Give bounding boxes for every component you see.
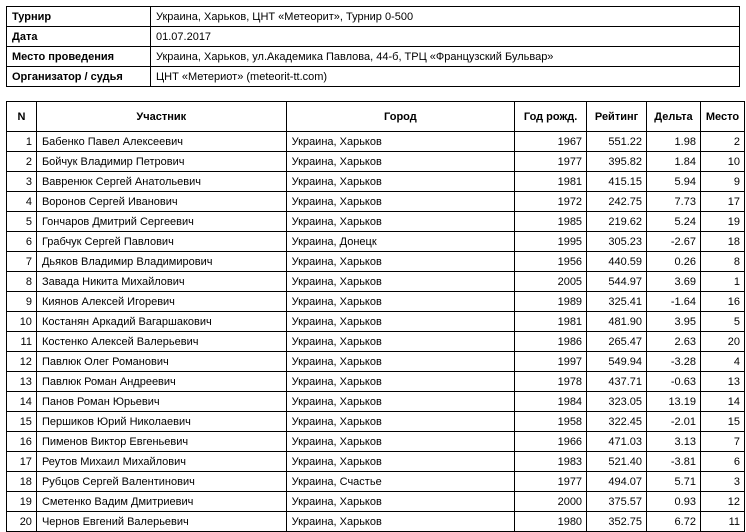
info-value: 01.07.2017 — [151, 27, 740, 47]
cell-delta: 3.13 — [647, 432, 701, 452]
cell-delta: 5.71 — [647, 472, 701, 492]
cell-birth-year: 1956 — [515, 252, 587, 272]
cell-city: Украина, Харьков — [286, 312, 514, 332]
info-value: ЦНТ «Метериот» (meteorit-tt.com) — [151, 67, 740, 87]
table-row — [7, 212, 745, 232]
cell-number: 4 — [7, 192, 37, 212]
table-row — [7, 472, 745, 492]
cell-delta: -1.64 — [647, 292, 701, 312]
cell-city: Украина, Харьков — [286, 352, 514, 372]
cell-city: Украина, Харьков — [286, 412, 514, 432]
cell-delta: 0.26 — [647, 252, 701, 272]
cell-rating: 551.22 — [587, 132, 647, 152]
table-row — [7, 172, 745, 192]
cell-birth-year: 1985 — [515, 212, 587, 232]
cell-city: Украина, Харьков — [286, 252, 514, 272]
cell-birth-year: 1977 — [515, 152, 587, 172]
table-row — [7, 332, 745, 352]
table-row — [7, 452, 745, 472]
cell-participant: Бабенко Павел Алексеевич — [36, 132, 286, 152]
results-body — [7, 132, 745, 532]
results-header-row — [7, 102, 745, 132]
cell-number: 15 — [7, 412, 37, 432]
cell-birth-year: 2005 — [515, 272, 587, 292]
table-row — [7, 392, 745, 412]
table-row — [7, 272, 745, 292]
cell-number: 19 — [7, 492, 37, 512]
cell-birth-year: 1980 — [515, 512, 587, 532]
info-row — [7, 7, 740, 27]
cell-rating: 325.41 — [587, 292, 647, 312]
cell-city: Украина, Харьков — [286, 392, 514, 412]
cell-birth-year: 1958 — [515, 412, 587, 432]
cell-birth-year: 1984 — [515, 392, 587, 412]
tournament-info-table — [6, 6, 740, 87]
cell-rating: 440.59 — [587, 252, 647, 272]
cell-number: 3 — [7, 172, 37, 192]
cell-participant: Сметенко Вадим Дмитриевич — [36, 492, 286, 512]
cell-participant: Дьяков Владимир Владимирович — [36, 252, 286, 272]
cell-place: 8 — [700, 252, 744, 272]
cell-place: 3 — [700, 472, 744, 492]
cell-birth-year: 1977 — [515, 472, 587, 492]
cell-participant: Гончаров Дмитрий Сергеевич — [36, 212, 286, 232]
cell-place: 16 — [700, 292, 744, 312]
info-label: Организатор / судья — [7, 67, 151, 87]
cell-delta: 0.93 — [647, 492, 701, 512]
cell-place: 9 — [700, 172, 744, 192]
cell-participant: Грабчук Сергей Павлович — [36, 232, 286, 252]
cell-rating: 375.57 — [587, 492, 647, 512]
cell-number: 16 — [7, 432, 37, 452]
cell-number: 12 — [7, 352, 37, 372]
cell-delta: 2.63 — [647, 332, 701, 352]
table-row — [7, 512, 745, 532]
info-label: Дата — [7, 27, 151, 47]
cell-city: Украина, Харьков — [286, 172, 514, 192]
cell-delta: 5.94 — [647, 172, 701, 192]
cell-participant: Киянов Алексей Игоревич — [36, 292, 286, 312]
table-row — [7, 412, 745, 432]
table-row — [7, 192, 745, 212]
cell-delta: -3.28 — [647, 352, 701, 372]
cell-birth-year: 1986 — [515, 332, 587, 352]
cell-number: 11 — [7, 332, 37, 352]
cell-place: 4 — [700, 352, 744, 372]
cell-place: 18 — [700, 232, 744, 252]
cell-rating: 521.40 — [587, 452, 647, 472]
table-row — [7, 252, 745, 272]
cell-rating: 415.15 — [587, 172, 647, 192]
cell-place: 1 — [700, 272, 744, 292]
cell-city: Украина, Харьков — [286, 132, 514, 152]
cell-place: 11 — [700, 512, 744, 532]
cell-birth-year: 2000 — [515, 492, 587, 512]
cell-birth-year: 1981 — [515, 312, 587, 332]
cell-rating: 242.75 — [587, 192, 647, 212]
header-participant: Участник — [36, 102, 286, 132]
cell-city: Украина, Донецк — [286, 232, 514, 252]
cell-city: Украина, Счастье — [286, 472, 514, 492]
cell-city: Украина, Харьков — [286, 212, 514, 232]
cell-place: 6 — [700, 452, 744, 472]
cell-participant: Вавренюк Сергей Анатольевич — [36, 172, 286, 192]
cell-delta: 7.73 — [647, 192, 701, 212]
cell-birth-year: 1995 — [515, 232, 587, 252]
cell-number: 13 — [7, 372, 37, 392]
cell-participant: Костенко Алексей Валерьевич — [36, 332, 286, 352]
cell-participant: Першиков Юрий Николаевич — [36, 412, 286, 432]
cell-rating: 481.90 — [587, 312, 647, 332]
info-row — [7, 47, 740, 67]
cell-delta: -2.67 — [647, 232, 701, 252]
cell-participant: Чернов Евгений Валерьевич — [36, 512, 286, 532]
cell-city: Украина, Харьков — [286, 192, 514, 212]
header-rating: Рейтинг — [587, 102, 647, 132]
cell-city: Украина, Харьков — [286, 512, 514, 532]
cell-number: 18 — [7, 472, 37, 492]
cell-rating: 305.23 — [587, 232, 647, 252]
cell-number: 6 — [7, 232, 37, 252]
cell-city: Украина, Харьков — [286, 272, 514, 292]
cell-place: 5 — [700, 312, 744, 332]
cell-number: 5 — [7, 212, 37, 232]
cell-rating: 323.05 — [587, 392, 647, 412]
cell-participant: Бойчук Владимир Петрович — [36, 152, 286, 172]
cell-delta: 1.84 — [647, 152, 701, 172]
table-row — [7, 492, 745, 512]
cell-birth-year: 1966 — [515, 432, 587, 452]
table-row — [7, 132, 745, 152]
cell-participant: Завада Никита Михайлович — [36, 272, 286, 292]
table-row — [7, 432, 745, 452]
info-label: Место проведения — [7, 47, 151, 67]
cell-number: 1 — [7, 132, 37, 152]
cell-number: 9 — [7, 292, 37, 312]
header-delta: Дельта — [647, 102, 701, 132]
cell-number: 17 — [7, 452, 37, 472]
cell-place: 2 — [700, 132, 744, 152]
cell-number: 20 — [7, 512, 37, 532]
table-row — [7, 232, 745, 252]
cell-rating: 437.71 — [587, 372, 647, 392]
cell-city: Украина, Харьков — [286, 452, 514, 472]
cell-birth-year: 1989 — [515, 292, 587, 312]
cell-participant: Панов Роман Юрьевич — [36, 392, 286, 412]
cell-city: Украина, Харьков — [286, 372, 514, 392]
table-row — [7, 352, 745, 372]
cell-place: 17 — [700, 192, 744, 212]
cell-participant: Павлюк Роман Андреевич — [36, 372, 286, 392]
table-row — [7, 292, 745, 312]
info-row — [7, 67, 740, 87]
cell-delta: 5.24 — [647, 212, 701, 232]
cell-place: 7 — [700, 432, 744, 452]
cell-number: 2 — [7, 152, 37, 172]
table-row — [7, 312, 745, 332]
cell-rating: 219.62 — [587, 212, 647, 232]
cell-number: 14 — [7, 392, 37, 412]
cell-place: 15 — [700, 412, 744, 432]
cell-place: 12 — [700, 492, 744, 512]
header-birth-year: Год рожд. — [515, 102, 587, 132]
header-number: N — [7, 102, 37, 132]
cell-city: Украина, Харьков — [286, 332, 514, 352]
info-label: Турнир — [7, 7, 151, 27]
header-city: Город — [286, 102, 514, 132]
cell-birth-year: 1983 — [515, 452, 587, 472]
cell-rating: 265.47 — [587, 332, 647, 352]
cell-participant: Пименов Виктор Евгеньевич — [36, 432, 286, 452]
cell-delta: 6.72 — [647, 512, 701, 532]
info-value: Украина, Харьков, ЦНТ «Метеорит», Турнир 0-500 — [151, 7, 740, 27]
cell-participant: Воронов Сергей Иванович — [36, 192, 286, 212]
cell-participant: Рубцов Сергей Валентинович — [36, 472, 286, 492]
cell-delta: -2.01 — [647, 412, 701, 432]
results-table — [6, 101, 745, 532]
tournament-info-body — [7, 7, 740, 87]
table-row — [7, 152, 745, 172]
cell-place: 10 — [700, 152, 744, 172]
cell-participant: Павлюк Олег Романович — [36, 352, 286, 372]
cell-delta: 13.19 — [647, 392, 701, 412]
cell-place: 19 — [700, 212, 744, 232]
info-value: Украина, Харьков, ул.Академика Павлова, 44-б, ТРЦ «Французский Бульвар» — [151, 47, 740, 67]
cell-birth-year: 1978 — [515, 372, 587, 392]
cell-delta: 3.69 — [647, 272, 701, 292]
cell-place: 13 — [700, 372, 744, 392]
cell-participant: Реутов Михаил Михайлович — [36, 452, 286, 472]
cell-city: Украина, Харьков — [286, 432, 514, 452]
cell-participant: Костанян Аркадий Вагаршакович — [36, 312, 286, 332]
cell-city: Украина, Харьков — [286, 292, 514, 312]
cell-delta: -0.63 — [647, 372, 701, 392]
table-row — [7, 372, 745, 392]
cell-birth-year: 1967 — [515, 132, 587, 152]
cell-number: 10 — [7, 312, 37, 332]
cell-city: Украина, Харьков — [286, 492, 514, 512]
cell-number: 7 — [7, 252, 37, 272]
header-place: Место — [700, 102, 744, 132]
cell-delta: 1.98 — [647, 132, 701, 152]
cell-birth-year: 1981 — [515, 172, 587, 192]
cell-rating: 494.07 — [587, 472, 647, 492]
cell-rating: 544.97 — [587, 272, 647, 292]
cell-place: 20 — [700, 332, 744, 352]
cell-birth-year: 1972 — [515, 192, 587, 212]
cell-number: 8 — [7, 272, 37, 292]
cell-birth-year: 1997 — [515, 352, 587, 372]
cell-delta: -3.81 — [647, 452, 701, 472]
cell-rating: 395.82 — [587, 152, 647, 172]
cell-rating: 322.45 — [587, 412, 647, 432]
cell-city: Украина, Харьков — [286, 152, 514, 172]
info-row — [7, 27, 740, 47]
cell-rating: 471.03 — [587, 432, 647, 452]
cell-rating: 549.94 — [587, 352, 647, 372]
cell-rating: 352.75 — [587, 512, 647, 532]
cell-delta: 3.95 — [647, 312, 701, 332]
cell-place: 14 — [700, 392, 744, 412]
